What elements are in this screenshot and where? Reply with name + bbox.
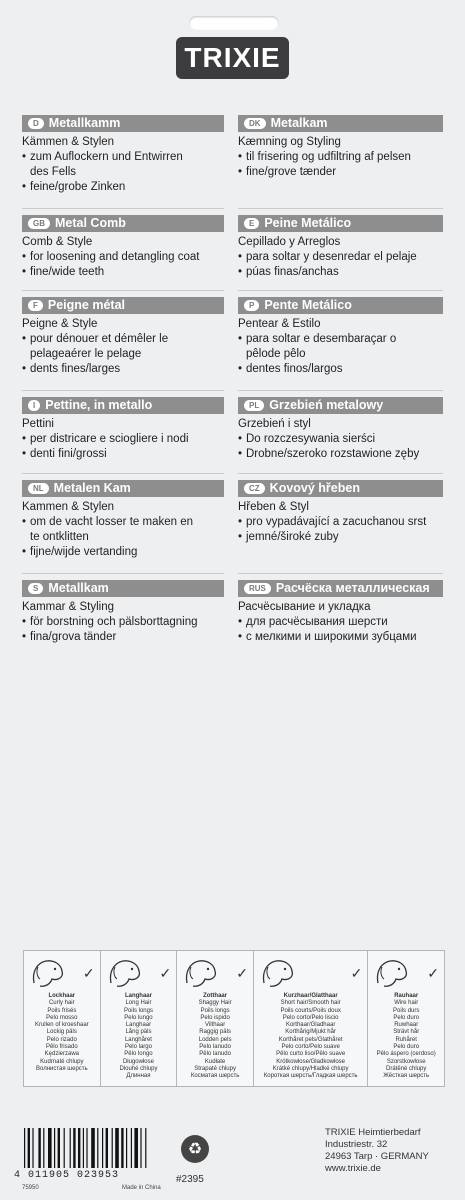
section-subtitle: Grzebień i styl <box>238 418 311 430</box>
coat-type-names <box>177 991 253 1081</box>
coat-type-name: Длинная <box>126 1073 151 1080</box>
coat-type-table <box>23 950 445 1087</box>
section-bullet: • dentes finos/largos <box>238 362 443 377</box>
coat-type-cell <box>101 951 178 1086</box>
item-code: 75950 <box>22 1185 39 1191</box>
coat-type-name: Short hair/Smooth hair <box>280 1000 341 1007</box>
coat-type-names <box>24 991 100 1073</box>
check-icon: ✓ <box>82 965 95 981</box>
coat-type-name: Волнистая шерсть <box>35 1065 88 1072</box>
section-bullet: • fine/grove tænder <box>238 165 443 180</box>
coat-type-name: Drátěné chlupy <box>386 1065 427 1072</box>
coat-type-name: Pelo rizado <box>46 1036 77 1043</box>
coat-type-name: Krátké chlupy/Hladké chlupy <box>272 1065 349 1072</box>
language-section-rus <box>238 580 443 645</box>
section-title: Pettine, in metallo <box>45 398 153 412</box>
coat-type-name: Kudrnaté chlupy <box>40 1058 84 1065</box>
barcode-bar <box>32 1128 33 1168</box>
coat-type-name: Langhaar <box>124 993 152 999</box>
coat-type-name: Pêlo áspero (cerdoso) <box>376 1051 436 1058</box>
coat-type-name: Korthåret pels/Glathåret <box>278 1036 343 1043</box>
coat-type-name: Zotthaar <box>203 993 228 999</box>
language-section-cz <box>238 480 443 545</box>
barcode-bar <box>83 1128 84 1168</box>
coat-type-name: Lockhaar <box>48 993 76 999</box>
section-header <box>238 480 443 497</box>
divider <box>238 208 443 209</box>
coat-type-name: Poils durs <box>393 1007 420 1014</box>
section-header <box>22 115 224 132</box>
coat-type-name: Raggig päls <box>199 1029 231 1036</box>
coat-type-name: Poils longs <box>123 1007 153 1014</box>
section-header <box>238 215 443 232</box>
coat-type-name: Pelo ispido <box>200 1014 230 1021</box>
coat-type-name: Rauhaar <box>394 993 419 999</box>
coat-type-name: Короткая шерсть/Гладкая шерсть <box>263 1073 358 1080</box>
section-subtitle: Kammen & Stylen <box>22 501 115 513</box>
barcode-bar <box>126 1128 127 1168</box>
divider <box>22 573 224 574</box>
divider <box>238 573 443 574</box>
section-title: Расчёска металлическая <box>275 581 430 595</box>
section-title: Metal Comb <box>55 216 126 230</box>
check-icon: ✓ <box>159 965 172 981</box>
divider <box>22 473 224 474</box>
section-subtitle: Pettini <box>22 418 54 430</box>
coat-type-name: Langhaar <box>125 1022 152 1029</box>
barcode-bar <box>97 1128 98 1168</box>
coat-type-name: Long Hair <box>125 1000 152 1007</box>
barcode-bar <box>38 1128 40 1168</box>
brand-logo: TRIXIE <box>176 37 289 79</box>
section-bullet: • para soltar e desembaraçar o <box>238 332 443 347</box>
section-bullet: • fina/grova tänder <box>22 630 224 645</box>
section-header <box>22 297 224 314</box>
coat-type-name: Lång päls <box>125 1029 152 1036</box>
section-bullet: • fine/wide teeth <box>22 265 224 280</box>
coat-pic <box>177 951 253 991</box>
barcode-bar <box>28 1128 30 1168</box>
section-title: Metallkamm <box>48 116 121 130</box>
divider <box>238 290 443 291</box>
check-icon: ✓ <box>236 965 248 981</box>
coat-type-names <box>368 991 444 1081</box>
coat-type-name: Poils frisés <box>47 1007 77 1014</box>
language-section-nl <box>22 480 224 560</box>
coat-type-name: Strapaté chlupy <box>194 1065 236 1072</box>
barcode-bar <box>112 1128 113 1168</box>
section-bullet: • pour dénouer et démêler le <box>22 332 224 347</box>
barcode-bar <box>70 1128 71 1168</box>
divider <box>238 473 443 474</box>
section-subtitle: Kammar & Styling <box>22 601 115 613</box>
shorthair-dog-icon <box>258 955 298 989</box>
barcode-bar <box>121 1128 123 1168</box>
language-badge: PL <box>244 400 264 411</box>
coat-pic <box>254 951 367 991</box>
section-header <box>238 115 443 132</box>
section-bullet: • för borstning och pälsborttagning <box>22 615 224 630</box>
section-bullet: • jemné/široké zuby <box>238 530 443 545</box>
section-header <box>238 580 443 597</box>
shaggy-dog-icon <box>181 955 221 989</box>
section-bullet: • feine/grobe Zinken <box>22 180 224 195</box>
coat-type-name: Szorstkowłose <box>386 1058 426 1065</box>
barcode-bar <box>43 1128 44 1168</box>
section-bullet: • с мелкими и широкими зубцами <box>238 630 443 645</box>
coat-type-name: Curly hair <box>48 1000 75 1007</box>
barcode-bar <box>54 1128 55 1168</box>
coat-type-name: Pêlo lanudo <box>199 1051 231 1058</box>
section-title: Metalkam <box>270 116 328 130</box>
coat-type-name: Poils longs <box>200 1007 230 1014</box>
section-title: Metalen Kam <box>53 481 131 495</box>
hang-hole <box>189 16 279 30</box>
coat-type-name: Dlouhé chlupy <box>119 1065 158 1072</box>
divider <box>22 208 224 209</box>
coat-type-cell <box>24 951 101 1086</box>
coat-pic <box>101 951 177 991</box>
section-title: Metallkam <box>48 581 109 595</box>
section-subtitle: Расчёсывание и укладка <box>238 601 371 613</box>
coat-type-name: Lockig päls <box>46 1029 77 1036</box>
coat-type-names <box>254 991 367 1081</box>
section-subtitle: Hřeben & Styl <box>238 501 309 513</box>
coat-type-cell <box>177 951 254 1086</box>
coat-type-name: Korthårig/Mjukt hår <box>285 1029 336 1036</box>
section-bullet: • per districare e sciogliere i nodi <box>22 432 224 447</box>
language-section-d <box>22 115 224 195</box>
section-header <box>238 397 443 414</box>
coat-type-name: Kędzierzawa <box>44 1051 79 1058</box>
language-section-f <box>22 297 224 377</box>
barcode-bar <box>134 1128 138 1168</box>
section-title: Peigne métal <box>47 298 126 312</box>
coat-type-name: Kurzhaar/Glatthaar <box>283 993 338 999</box>
section-bullet: • para soltar y desenredar el pelaje <box>238 250 443 265</box>
coat-type-name: Vilthaar <box>204 1022 226 1029</box>
coat-type-name: Pelo corto/Pelo liscio <box>282 1014 339 1021</box>
section-bullet: • om de vacht losser te maken en <box>22 515 224 530</box>
section-bullet: • dents fines/larges <box>22 362 224 377</box>
barcode-bar <box>91 1128 95 1168</box>
coat-type-name: Косматая шерсть <box>190 1073 240 1080</box>
section-title: Kovový hřeben <box>269 481 360 495</box>
section-bullet: te ontklitten <box>30 531 89 543</box>
section-header <box>22 480 224 497</box>
section-title: Grzebień metalowy <box>269 398 384 412</box>
coat-pic <box>368 951 444 991</box>
section-header <box>22 397 224 414</box>
section-bullet: • для расчёсывания шерсти <box>238 615 443 630</box>
barcode-bar <box>73 1128 75 1168</box>
section-bullet: • til frisering og udfiltring af pelsen <box>238 150 443 165</box>
language-badge: CZ <box>244 483 265 494</box>
divider <box>22 390 224 391</box>
curly-dog-icon <box>28 955 68 989</box>
coat-type-name: Strävt hår <box>393 1029 420 1036</box>
barcode-bar <box>131 1128 132 1168</box>
section-bullet: • denti fini/grossi <box>22 447 224 462</box>
section-title: Pente Metálico <box>264 298 352 312</box>
article-number: #2395 <box>176 1174 204 1185</box>
language-badge: RUS <box>244 583 271 594</box>
section-bullet: • Do rozczesywania sierści <box>238 432 443 447</box>
language-badge: GB <box>28 218 50 229</box>
made-in: Made in China <box>122 1185 161 1191</box>
barcode-bar <box>115 1128 119 1168</box>
coat-type-name: Pelo largo <box>124 1044 152 1051</box>
language-badge: NL <box>28 483 49 494</box>
section-subtitle: Pentear & Estilo <box>238 318 321 330</box>
barcode-bar <box>64 1128 65 1168</box>
section-bullet: • for loosening and detangling coat <box>22 250 224 265</box>
recycle-icon: ♻ <box>181 1135 209 1163</box>
coat-type-name: Długowłose <box>122 1058 154 1065</box>
barcode-bar <box>145 1128 146 1168</box>
coat-type-cell <box>368 951 444 1086</box>
language-section-s <box>22 580 224 645</box>
language-section-dk <box>238 115 443 180</box>
wirehair-dog-icon <box>372 955 412 989</box>
coat-type-name: Pêlo longo <box>124 1051 153 1058</box>
language-section-gb <box>22 215 224 280</box>
section-bullet: • fijne/wijde vertanding <box>22 545 224 560</box>
section-bullet: pelageaérer le pelage <box>30 348 142 360</box>
check-icon: ✓ <box>350 965 363 981</box>
barcode-bar <box>58 1128 60 1168</box>
address: TRIXIE Heimtierbedarf Industriestr. 32 24963 Tarp · GERMANY www.trixie.de <box>325 1127 429 1174</box>
coat-type-name: Langhåret <box>124 1036 152 1043</box>
coat-type-name: Pêlo frisado <box>45 1044 78 1051</box>
coat-type-name: Ruwhaar <box>394 1022 419 1029</box>
language-badge: D <box>28 118 44 129</box>
coat-type-name: Krullen of kroeshaar <box>34 1022 89 1029</box>
coat-type-name: Pelo duro <box>393 1014 420 1021</box>
coat-type-name: Korthaar/Gladhaar <box>285 1022 336 1029</box>
language-badge: DK <box>244 118 266 129</box>
longhair-dog-icon <box>105 955 145 989</box>
language-badge: P <box>244 300 259 311</box>
coat-type-cell <box>254 951 368 1086</box>
barcode-bar <box>86 1128 87 1168</box>
coat-type-name: Pelo lanudo <box>199 1044 231 1051</box>
section-header <box>22 215 224 232</box>
coat-type-name: Pelo duro <box>393 1044 420 1051</box>
section-bullet: • zum Auflockern und Entwirren <box>22 150 224 165</box>
section-subtitle: Kämmen & Stylen <box>22 136 115 148</box>
barcode-bar <box>102 1128 103 1168</box>
coat-type-name: Kudłate <box>204 1058 226 1065</box>
section-bullet: • Drobne/szeroko rozstawione zęby <box>238 447 443 462</box>
section-bullet: pêlode pêlo <box>246 348 306 360</box>
section-subtitle: Comb & Style <box>22 236 93 248</box>
barcode-bar <box>140 1128 141 1168</box>
coat-type-name: Krótkowłose/Gładkowłose <box>276 1058 345 1065</box>
barcode-bar <box>106 1128 108 1168</box>
section-bullet: • púas finas/anchas <box>238 265 443 280</box>
section-header <box>238 297 443 314</box>
coat-type-name: Pêlo curto liso/Pêlo suave <box>276 1051 346 1058</box>
section-subtitle: Kæmning og Styling <box>238 136 341 148</box>
coat-type-name: Pelo lungo <box>124 1014 153 1021</box>
barcode-bar <box>48 1128 52 1168</box>
coat-type-name: Wire hair <box>394 1000 419 1007</box>
section-header <box>22 580 224 597</box>
coat-type-name: Жёсткая шерсть <box>383 1073 430 1080</box>
coat-type-name: Poils courts/Poils doux <box>280 1007 341 1014</box>
language-badge: E <box>244 218 259 229</box>
language-section-i <box>22 397 224 462</box>
barcode <box>20 1128 170 1168</box>
coat-type-name: Lodden pels <box>198 1036 232 1043</box>
language-badge: F <box>28 300 43 311</box>
coat-type-name: Pelo mosso <box>46 1014 78 1021</box>
language-badge: I <box>28 400 40 411</box>
language-section-e <box>238 215 443 280</box>
coat-type-names <box>101 991 177 1081</box>
barcode-bar <box>78 1128 80 1168</box>
language-badge: S <box>28 583 43 594</box>
check-icon: ✓ <box>427 965 440 981</box>
section-subtitle: Cepillado y Arreglos <box>238 236 341 248</box>
language-section-p <box>238 297 443 377</box>
section-subtitle: Peigne & Style <box>22 318 98 330</box>
coat-type-name: Pelo corto/Pelo suave <box>281 1044 340 1051</box>
section-bullet: • pro vypadávající a zacuchanou srst <box>238 515 443 530</box>
coat-type-name: Ruhåret <box>395 1036 417 1043</box>
section-bullet: des Fells <box>30 166 77 178</box>
divider <box>22 290 224 291</box>
barcode-bar <box>24 1128 25 1168</box>
language-section-pl <box>238 397 443 462</box>
coat-type-name: Shaggy Hair <box>198 1000 232 1007</box>
divider <box>238 390 443 391</box>
barcode-number: 4 011905 023953 <box>14 1170 120 1181</box>
section-title: Peine Metálico <box>264 216 352 230</box>
coat-pic <box>24 951 100 991</box>
